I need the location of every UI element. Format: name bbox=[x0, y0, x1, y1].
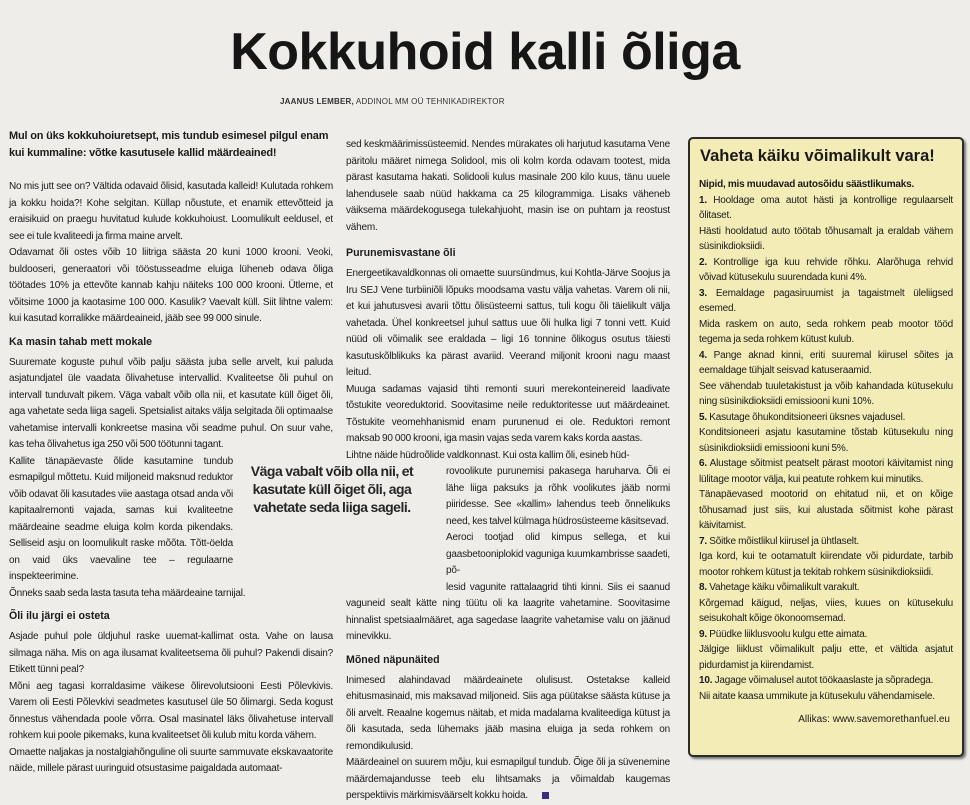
paragraph: Muuga sadamas vajasid tihti remonti suuri merekonteinereid laadivate tõstukite veoreduktorid. Soovitasime neile reduktoritesse uut määrdeainet. Tõstukite veomehhanismid enam purunenud ei ole. Reduktori remont maksab 90 000 krooni, iga masin vajas seda varem kaks korda aastas. bbox=[346, 383, 670, 444]
tip-explanation: See vähendab tuuletakistust ja võib kahandada kütusekulu ning süsinikdioksiidi emissiooni kuni 10%. bbox=[699, 380, 953, 407]
sidebar-source: Allikas: www.savemorethanfuel.eu bbox=[798, 714, 950, 725]
tip-number: 7. bbox=[699, 535, 707, 547]
tip-explanation: Mida raskem on auto, seda rohkem peab mootor tööd tegema ja seda rohkem kütust kulub. bbox=[699, 318, 953, 345]
sidebar-title: Vaheta käiku võimalikult vara! bbox=[700, 147, 935, 165]
paragraph: Energeetikavaldkonnas oli omaette suursündmus, kui Kohtla-Järve Soojus ja Iru SEJ Vene turbiiniõli lõpuks moodsama vastu välja vahetas. Varem oli nii, et kui jahutusvesi avarii tõttu õlisüsteemi sattus, tuli kogu õli täielikult välja vahetada. Ühel konkreetsel juhul sattus uue õli hulka ligi 7 tonni vett. Kuid nüüd oli võimalik see eraldada – ligi 16 tonnine õlikogus osutus täiesti kasutuskõlblikuks ka pärast avariid. Veerand miljonit krooni nagu maast leitud. bbox=[346, 268, 670, 378]
paragraph: Suuremate koguste puhul võib palju säästa juba selle arvelt, kui paluda asjatundjatel üle vaadata õlivahetuse intervallid. Kvaliteetse õli puhul on intervall tunduvalt pikem. Väga vabalt võib olla nii, et kasutate küll õiget õli, aga vahetate seda liiga sageli. Spetsialist aitaks välja selgitada õli optimaalse vahetamise intervalli konkreetse masina või seadme puhul. On suur vahe, kas teha õlivahetus iga 250 või 500 töötunni tagant. bbox=[9, 356, 333, 450]
body-block bbox=[9, 179, 333, 328]
paragraph: Õnneks saab seda lasta tasuta teha määrdeaine tarnijal. bbox=[9, 587, 246, 599]
tip-explanation: Iga kord, kui te ootamatult kiirendate või pidurdate, tarbib mootor rohkem kütust ja tekitab rohkem süsinikdioksiidi. bbox=[699, 551, 953, 578]
paragraph: Aeroci tootjad olid kimpus sellega, et kui gaasbetooniplokid vaguniga kuumkambrisse saadeti, põ- bbox=[446, 532, 670, 576]
tip-item bbox=[699, 673, 953, 689]
tip-title: Pange aknad kinni, eriti suuremal kiirusel sõites ja eemaldage tühjalt seisvad katuseraamid. bbox=[699, 349, 953, 376]
paragraph-text: Määrdeainel on suurem mõju, kui esmapilgul tundub. Õige õli ja süvenemine määrdemajandusse teeb elu lihtsamaks ja võimaldab kaugemas perspektiivis märkimisväärselt kokku hoida. bbox=[346, 757, 670, 801]
paragraph: Kallite tänapäevaste õlide kasutamine tundub esmapilgul mõttetu. Kuid miljoneid maksnud reduktor võib odavat õli kasutades viie aastaga otsad anda või kapitaalremonti vajada, samas kui kvaliteetne määrdeaine seadme eluiga kolm korda pikendaks. Selliseid asju on loomulikult raske mõõta. Tõtt-öelda on vaid üks vaevaline tee – regulaarne inspekteerimine. bbox=[9, 455, 233, 582]
tip-title: Jagage võimalusel autot töökaaslaste ja sõpradega. bbox=[714, 675, 934, 686]
tip-title: Püüdke liiklusvoolu kulgu ette aimata. bbox=[709, 628, 868, 640]
sidebar-tips-list bbox=[699, 177, 953, 704]
tip-explanation: Hästi hooldatud auto töötab tõhusamalt ja eraldab vähem süsinikdioksiidi. bbox=[699, 225, 953, 252]
tip-item bbox=[699, 348, 953, 379]
tip-title: Vahetage käiku võimalikult varakult. bbox=[709, 582, 860, 593]
tip-number: 8. bbox=[699, 582, 707, 593]
tips-sidebar bbox=[688, 137, 964, 757]
paragraph: Odavamat õli ostes võib 10 liitriga säästa 20 kuni 1000 krooni. Veoki, buldooseri, generaatori või tööstusseadme eluiga lüheneb odava õliga töötades 10% ja ettevõte kannab kahju näiteks 100 000 krooni. Ütleme, et võitsime 1000 ja kaotasime 100 000. Kasulik? Vaevalt küll. Siit lihtne valem: kui kasutad korralikke määrdeaineid, jääb see 99 000 sinule. bbox=[9, 247, 333, 324]
paragraph: rovoolikute purunemisi pakasega haruharva. Õli ei lähe liiga paksuks ja rõhk voolikutes jääb normi piiridesse. See «kallim» lahendus teeb õnnelikuks need, kes talvel külmaga hüdrosüsteeme käsitsevad. bbox=[446, 466, 670, 527]
tip-explanation: Tänapäevased mootorid on ehitatud nii, et on kõige tõhusamad just siis, kui alustada sõitmist kohe pärast käivitamist. bbox=[699, 489, 953, 531]
tip-item bbox=[699, 534, 953, 550]
paragraph: Inimesed alahindavad määrdeainete olulisust. Ostetakse kalleid ehitusmasinaid, mis maksavad miljoneid. Siis aga püütakse säästa kütuse ja õli arvelt. Reaalne kogemus näitab, et mida madalama kvaliteediga kütust ja õli kasutada, seda lühemaks jääb masina eluiga ja seda rohkem on remondikulusid. bbox=[346, 674, 670, 752]
tip-item bbox=[699, 627, 953, 643]
tip-number: 6. bbox=[699, 458, 707, 469]
end-of-article-square-icon bbox=[542, 792, 549, 799]
tip-item bbox=[699, 286, 953, 317]
pull-quote-gap bbox=[346, 464, 446, 594]
tip-item bbox=[699, 410, 953, 426]
paragraph: sed keskmäärimissüsteemid. Nendes mürakates oli harjutud kasutama Vene päritolu määret nimega Solidool, mis oli kolm korda odavam tootest, mida pärast kasutama hakati. Solidooli kulus masinale 200 kilo kuus, tänu uuele lahendusele saab nüüd hakkama ca 25 kilogrammiga. Lisaks väheneb väiksema määrdekogusega tulekahjuoht, masin ise on puhtam ja reostust vähem. bbox=[346, 139, 670, 233]
pull-quote-area bbox=[233, 454, 414, 562]
body-block bbox=[9, 355, 414, 603]
tip-item bbox=[699, 580, 953, 596]
paragraph: No mis jutt see on? Vältida odavaid õlisid, kasutada kalleid! Kulutada rohkem ja kokku hoida?! Kohe selgitan. Küllap nõustute, et enamik ettevõtteid ja eraisikuid on praegu huvitatud kulude kokkuhoiust. Loomulikult eeldusel, et see ei tule kvaliteedi ja firma maine arvelt. bbox=[9, 181, 333, 242]
tip-item bbox=[699, 193, 953, 224]
tip-explanation: Nii aitate kaasa ummikute ja kütusekulu vähendamisele. bbox=[699, 690, 935, 702]
tips bbox=[699, 193, 953, 705]
tip-title: Kontrollige iga kuu rehvide rõhku. Alarõhuga rehvid võivad kütusekulu suurendada kuni 4%. bbox=[699, 256, 953, 283]
tip-title: Alustage sõitmist peatselt pärast mootori käivitamist ning lülitage mootor välja, kui peatute rohkem kui minutiks. bbox=[699, 458, 953, 485]
paragraph: Lihtne näide hüdroõlide valdkonnast. Kui osta kallim õli, esineb hüd- bbox=[346, 449, 630, 461]
subheading: Õli ilu järgi ei osteta bbox=[9, 610, 110, 622]
subheading: Mõned näpunäited bbox=[346, 653, 440, 666]
byline bbox=[280, 97, 505, 107]
tip-item bbox=[699, 456, 953, 487]
paragraph: Mõni aeg tagasi korraldasime väikese õlirevolutsiooni Eesti Põlevkivis. Varem oli Eesti Põlevkivi seadmetes kasutusel üle 50 õlimargi. Seda kogust õnnestus vähendada poole võrra. Osal masinatel läks õlivahetuse intervall rohkem kui poole pikemaks, kuna kvaliteetset õli kulub mitu korda vähem. bbox=[9, 680, 333, 741]
tip-item bbox=[699, 255, 953, 286]
tip-explanation: Jälgige liiklust võimalikult palju ette, et vältida asjatut pidurdamist ja kiirendamist. bbox=[699, 644, 953, 671]
tip-number: 2. bbox=[699, 256, 707, 268]
paragraph: Omaette naljakas ja nostalgiahõnguline oli suurte sammuvate ekskavaatorite näide, millele pärast uuringuid otsustasime paigaldada automaat- bbox=[9, 746, 333, 774]
body-block bbox=[346, 266, 670, 646]
paragraph: Asjade puhul pole üldjuhul raske uuemat-kallimat osta. Vahe on lausa silmaga näha. Mis on aga ilusamat kvaliteetsema õli puhul? Pakendi disain? Etikett tünni peal? bbox=[9, 631, 333, 675]
paragraph bbox=[346, 755, 670, 805]
tip-title: Sõitke mõistlikul kiirusel ja ühtlaselt. bbox=[709, 535, 859, 547]
tip-title: Kasutage õhukonditsioneeri üksnes vajadusel. bbox=[709, 411, 906, 423]
author-name: JAANUS LEMBER, bbox=[280, 97, 354, 106]
tip-number: 4. bbox=[699, 349, 707, 361]
article-title: Kokkuhoid kalli õliga bbox=[230, 23, 740, 81]
tip-number: 5. bbox=[699, 411, 707, 423]
body-block bbox=[9, 629, 333, 778]
sidebar-subtitle: Nipid, mis muudavad autosõidu säästlikumaks. bbox=[699, 179, 915, 190]
tip-title: Eemaldage pagasiruumist ja tagaistmelt üleliigsed esemed. bbox=[699, 287, 953, 314]
pull-quote: Väga vabalt võib olla nii, et kasutate küll õiget õli, aga vahetate seda liiga sageli. bbox=[250, 462, 414, 515]
paragraph: lesid vagunite rattalaagrid tihti kinni. Siis ei saanud vaguneid sealt kätte ning tüütu oli ka laagrite vahetamine. Soovitasime hinnalist spetsiaalmääret, aga sagedase laagrite vahetamise valu on jäänud minevikku. bbox=[346, 581, 670, 642]
tip-number: 1. bbox=[699, 194, 707, 206]
article-column-2 bbox=[346, 137, 670, 805]
lead-paragraph: Mul on üks kokkuhoiuretsept, mis tundub esimesel pilgul enam kui kummaline: võtke kasutusele kallid määrdeained! bbox=[9, 130, 329, 159]
tip-explanation: Kõrgemad käigud, neljas, viies, kuues on kütusekulu seisukohalt kõige ökonoomsemad. bbox=[699, 597, 953, 624]
tip-number: 3. bbox=[699, 287, 707, 299]
tip-number: 10. bbox=[699, 675, 713, 686]
tip-title: Hooldage oma autot hästi ja kontrollige regulaarselt õlitaset. bbox=[699, 194, 954, 221]
subheading: Ka masin tahab mett mokale bbox=[9, 335, 153, 348]
tip-number: 9. bbox=[699, 628, 707, 640]
tip-explanation: Konditsioneeri asjatu kasutamine tõstab kütusekulu ning süsinikdioksiidi emissiooni kuni 5%. bbox=[699, 427, 953, 454]
subheading: Purunemisvastane õli bbox=[346, 247, 456, 259]
body-block bbox=[346, 673, 670, 805]
author-role: ADDINOL MM OÜ TEHNIKADIREKTOR bbox=[353, 97, 505, 106]
